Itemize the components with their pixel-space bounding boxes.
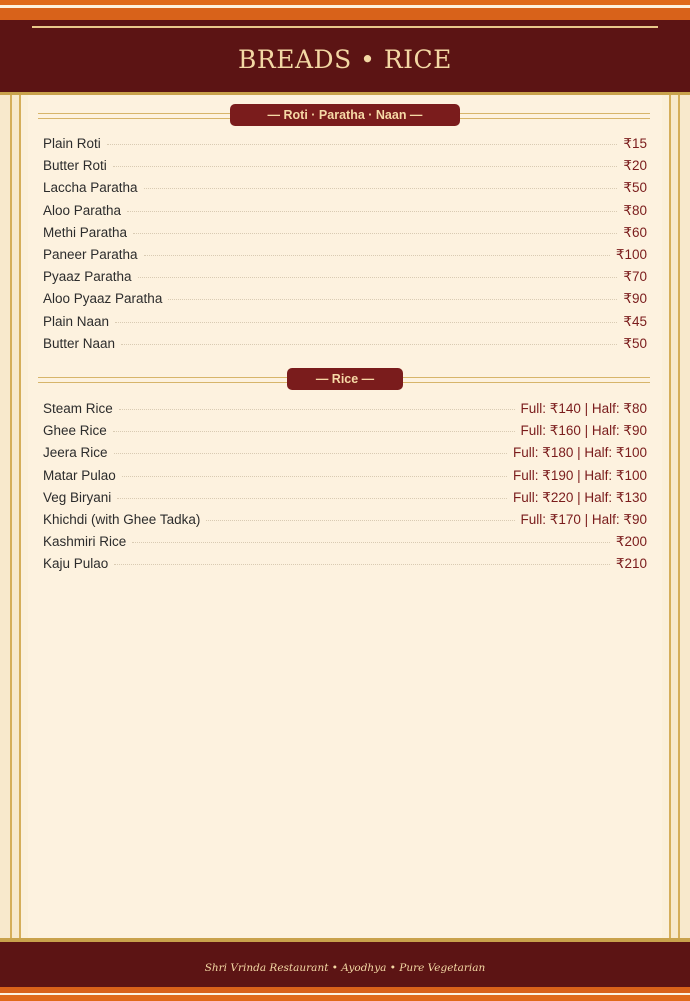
right-border <box>662 95 690 940</box>
menu-item <box>43 158 647 180</box>
menu-item-price: Full: ₹160 | Half: ₹90 <box>520 423 647 439</box>
dotted-leader <box>138 276 618 278</box>
menu-item-price: ₹60 <box>623 224 647 240</box>
menu-item <box>43 136 647 158</box>
dotted-leader <box>121 343 617 345</box>
dotted-leader <box>113 165 618 167</box>
menu-item <box>43 512 647 534</box>
menu-item-price: ₹20 <box>623 158 647 174</box>
dotted-leader <box>113 430 515 432</box>
menu-item-price: ₹200 <box>615 534 647 550</box>
section-title-rice: — Rice — <box>287 368 403 390</box>
menu-item-name: Aloo Pyaaz Paratha <box>43 291 163 307</box>
menu-item-price: Full: ₹190 | Half: ₹100 <box>513 467 647 483</box>
rice-menu-list <box>43 401 647 579</box>
section-header-rice <box>38 368 650 390</box>
menu-item-name: Laccha Paratha <box>43 180 138 196</box>
dotted-leader <box>168 298 617 300</box>
menu-item-name: Ghee Rice <box>43 423 107 439</box>
menu-item <box>43 180 647 202</box>
menu-item <box>43 445 647 467</box>
menu-item-name: Kaju Pulao <box>43 556 109 572</box>
menu-item-price: Full: ₹220 | Half: ₹130 <box>513 489 647 505</box>
menu-item-price: Full: ₹180 | Half: ₹100 <box>513 445 647 461</box>
dotted-leader <box>119 408 515 410</box>
menu-item-price: ₹100 <box>615 246 647 262</box>
dotted-leader <box>114 563 610 565</box>
menu-item <box>43 423 647 445</box>
menu-item <box>43 247 647 269</box>
menu-item <box>43 401 647 423</box>
menu-item-name: Jeera Rice <box>43 445 108 461</box>
dotted-leader <box>132 541 610 543</box>
menu-item-price: ₹45 <box>623 313 647 329</box>
menu-item-name: Aloo Paratha <box>43 202 122 218</box>
menu-item-price: Full: ₹140 | Half: ₹80 <box>520 401 647 416</box>
menu-item <box>43 225 647 247</box>
menu-item-name: Paneer Paratha <box>43 246 138 262</box>
dotted-leader <box>144 187 618 189</box>
dotted-leader <box>115 321 617 323</box>
menu-item-price: ₹210 <box>615 556 647 572</box>
dotted-leader <box>206 519 514 521</box>
menu-item-price: ₹50 <box>623 180 647 196</box>
menu-item <box>43 314 647 336</box>
menu-item <box>43 490 647 512</box>
dotted-leader <box>144 254 610 256</box>
menu-item <box>43 269 647 291</box>
menu-item-price: Full: ₹170 | Half: ₹90 <box>520 511 647 527</box>
menu-item <box>43 468 647 490</box>
menu-item-price: ₹70 <box>623 269 647 285</box>
left-border <box>0 95 28 940</box>
dotted-leader <box>117 497 507 499</box>
menu-item-price: ₹80 <box>623 202 647 218</box>
menu-item-name: Plain Naan <box>43 313 110 329</box>
dotted-leader <box>114 452 507 454</box>
dotted-leader <box>133 232 617 234</box>
top-border-stripe <box>0 0 690 20</box>
header-gold-rule <box>0 92 690 95</box>
menu-item-name: Pyaaz Paratha <box>43 269 132 285</box>
menu-item-price: ₹90 <box>623 291 647 307</box>
page-header <box>0 20 690 92</box>
menu-item-name: Matar Pulao <box>43 467 116 483</box>
menu-item-price: ₹50 <box>623 335 647 351</box>
menu-item <box>43 291 647 313</box>
menu-item-name: Methi Paratha <box>43 224 128 240</box>
dotted-leader <box>122 475 507 477</box>
section-title-breads: — Roti · Paratha · Naan — <box>230 104 460 126</box>
bottom-border-stripe <box>0 987 690 1001</box>
header-rule <box>32 26 658 28</box>
menu-item-name: Veg Biryani <box>43 489 112 505</box>
menu-item-name: Butter Naan <box>43 335 116 351</box>
section-header-breads <box>38 104 650 126</box>
menu-item <box>43 534 647 556</box>
page-footer <box>0 942 690 987</box>
menu-item <box>43 203 647 225</box>
dotted-leader <box>107 143 618 145</box>
footer-text: Shri Vrinda Restaurant • Ayodhya • Pure Vegetarian <box>204 962 486 974</box>
menu-item-price: ₹15 <box>623 136 647 151</box>
menu-item-name: Kashmiri Rice <box>43 534 127 550</box>
menu-item <box>43 336 647 358</box>
dotted-leader <box>127 210 617 212</box>
menu-item-name: Steam Rice <box>43 401 113 416</box>
bread-menu-list <box>43 136 647 358</box>
menu-item <box>43 556 647 578</box>
page-title: BREADS • RICE <box>238 45 452 74</box>
menu-item-name: Plain Roti <box>43 136 101 151</box>
menu-item-name: Butter Roti <box>43 158 107 174</box>
menu-item-name: Khichdi (with Ghee Tadka) <box>43 511 201 527</box>
